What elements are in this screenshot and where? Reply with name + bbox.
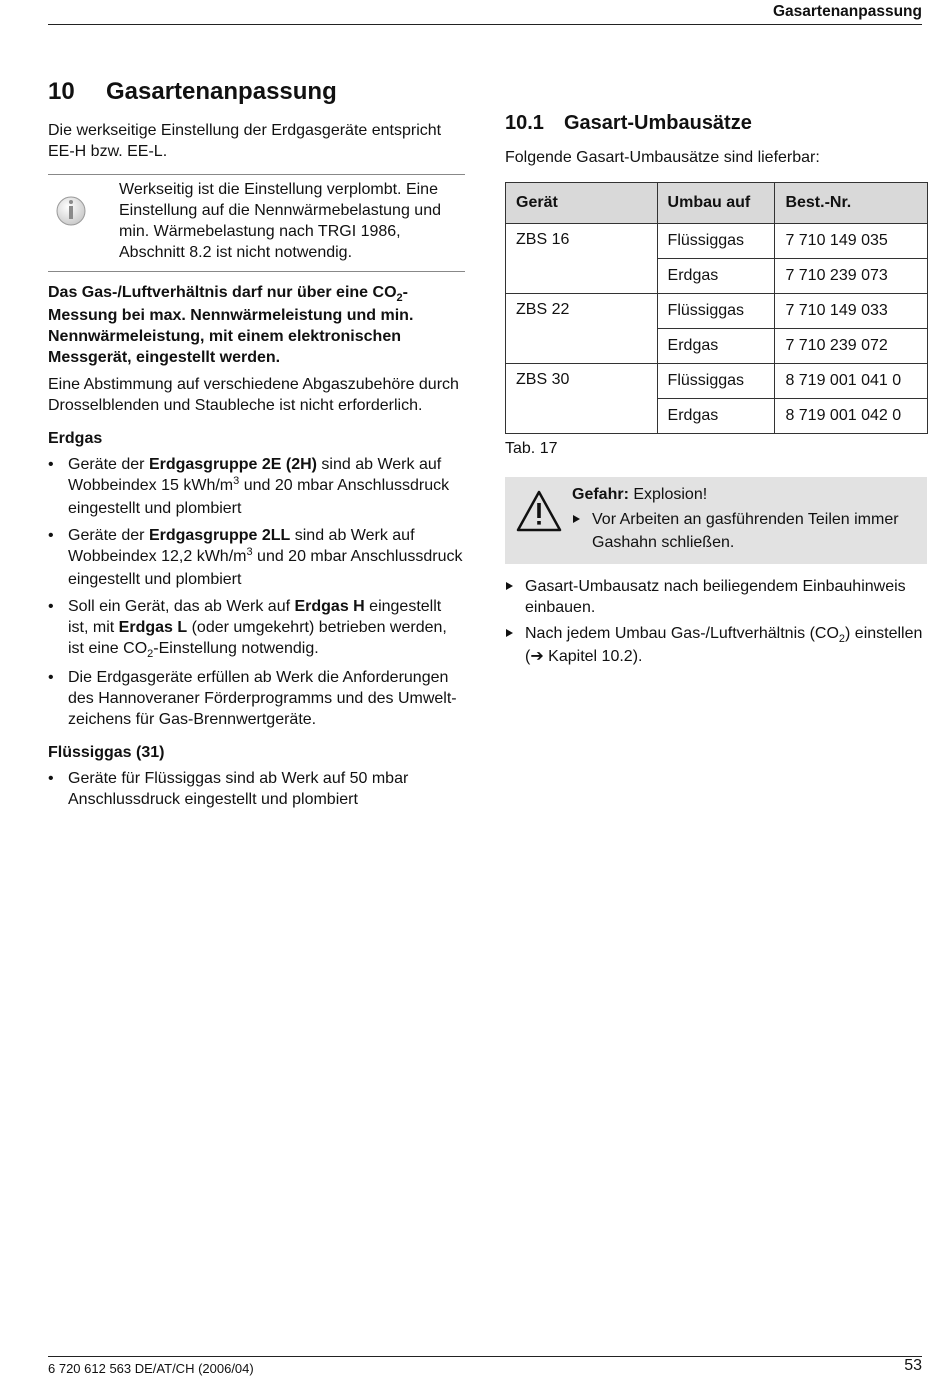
danger-text	[572, 483, 917, 554]
column-header: Best.-Nr.	[775, 183, 928, 224]
list-item	[48, 525, 465, 590]
danger-instructions	[572, 508, 917, 554]
text: sind ab Werk auf Wobbeindex 12,2 kWh/m	[68, 527, 415, 565]
order-number-cell: 7 710 239 072	[775, 329, 928, 364]
order-number-cell: 7 710 239 073	[775, 259, 928, 294]
gas-group: Erdgasgruppe 2LL	[148, 527, 291, 544]
gas-type: Erdgas H	[294, 598, 365, 615]
arrow-bullet-icon	[506, 629, 513, 637]
step-text: Gasart-Umbausatz nach beiliegendem Einbauhinweis einbauen.	[525, 578, 906, 616]
text: Geräte der	[68, 456, 149, 473]
gas-group: Erdgasgruppe 2E (2H)	[148, 456, 317, 473]
conversion-kit-table	[505, 182, 928, 434]
subscript: 2	[838, 633, 846, 645]
list-item	[48, 454, 465, 519]
list-item	[505, 576, 927, 618]
device-cell: ZBS 16	[506, 224, 658, 294]
text: -Einstellung notwendig.	[153, 640, 319, 657]
running-header-title: Gasartenanpassung	[772, 3, 922, 20]
section-title: Gasart-Umbausätze	[564, 112, 752, 134]
arrow-bullet-icon	[573, 515, 580, 523]
gas-type-cell: Erdgas	[657, 259, 775, 294]
co2-para-part: Das Gas-/Luftverhältnis darf nur über eine CO	[48, 284, 397, 301]
info-icon	[48, 179, 119, 263]
table-header-row	[506, 183, 928, 224]
text: eingestellt ist, mit	[68, 598, 442, 636]
erdgas-list	[48, 454, 465, 730]
step-text: Nach jedem Umbau Gas-/Luftverhältnis (CO	[525, 625, 839, 642]
page-number: 53	[904, 1357, 922, 1374]
section-number: 10.1	[505, 112, 544, 134]
left-column	[48, 78, 465, 816]
document-id: 6 720 612 563 DE/AT/CH (2006/04)	[48, 1361, 254, 1376]
danger-warning-box	[505, 477, 927, 564]
column-header: Umbau auf	[657, 183, 775, 224]
list-item	[48, 596, 465, 661]
device-cell: ZBS 30	[506, 364, 658, 434]
info-note-text: Werkseitig ist die Einstellung verplombt. Eine Einstellung auf die Nennwärmebelastung und min. Wärmebelastung nach TRGI 1986, Abschnitt 8.2 ist nicht notwendig.	[119, 181, 441, 261]
table-caption: Tab. 17	[505, 440, 558, 457]
list-item	[505, 623, 927, 667]
table-intro: Folgende Gasart-Umbausätze sind lieferbar:	[505, 149, 820, 166]
subscript: 2	[147, 648, 154, 660]
list-item	[572, 508, 917, 554]
exhaust-paragraph: Eine Abstimmung auf verschiedene Abgaszubehöre durch Drosselblenden und Staubleche ist nicht erforderlich.	[48, 376, 459, 414]
co2-measurement-warning	[48, 282, 465, 368]
gas-type-cell: Flüssiggas	[657, 294, 775, 329]
running-header	[48, 0, 922, 25]
danger-label: Gefahr:	[572, 486, 629, 503]
section-title: Gasartenanpassung	[106, 78, 337, 105]
danger-title-text: Explosion!	[628, 486, 708, 503]
order-number-cell: 7 710 149 035	[775, 224, 928, 259]
right-column	[505, 112, 927, 672]
text: und 20 mbar Anschlussdruck eingestellt und plombiert	[68, 477, 450, 517]
fluessiggas-list	[48, 768, 465, 810]
table-row	[506, 294, 928, 329]
superscript: 3	[246, 546, 253, 558]
gas-type-cell: Erdgas	[657, 329, 775, 364]
co2-subscript: 2	[396, 292, 403, 304]
instruction-text: Vor Arbeiten an gasführenden Teilen immer Gashahn schließen.	[592, 511, 899, 551]
section-10-heading	[48, 78, 465, 106]
gas-type-cell: Erdgas	[657, 399, 775, 434]
arrow-bullet-icon	[506, 582, 513, 590]
procedure-steps	[505, 576, 927, 667]
table-row	[506, 364, 928, 399]
text: (oder umgekehrt) betrieben werden, ist eine CO	[68, 619, 447, 657]
warning-triangle-icon	[505, 483, 572, 554]
section-10-1-heading	[505, 112, 927, 135]
gas-type-cell: Flüssiggas	[657, 224, 775, 259]
gas-type-cell: Flüssiggas	[657, 364, 775, 399]
erdgas-heading: Erdgas	[48, 430, 103, 447]
page-footer	[48, 1356, 922, 1376]
intro-paragraph: Die werkseitige Einstellung der Erdgasgeräte entspricht EE-H bzw. EE-L.	[48, 122, 442, 160]
device-cell: ZBS 22	[506, 294, 658, 364]
superscript: 3	[233, 475, 240, 487]
danger-title	[572, 483, 917, 506]
info-note-box	[48, 174, 465, 272]
text: Geräte der	[68, 527, 149, 544]
text: Soll ein Gerät, das ab Werk auf	[68, 598, 295, 615]
column-header: Gerät	[506, 183, 658, 224]
order-number-cell: 8 719 001 041 0	[775, 364, 928, 399]
list-item: • Geräte für Flüssiggas sind ab Werk auf 50 mbar Anschlussdruck eingestellt und plombiert	[48, 768, 465, 810]
list-item: • Die Erdgasgeräte erfüllen ab Werk die Anforderungen des Hannoveraner Förderprogramms und des Umweltzeichens für Gas-Brennwertgeräte.	[48, 667, 465, 730]
text: und 20 mbar Anschlussdruck eingestellt und plombiert	[68, 548, 463, 588]
co2-para-part: -Messung bei max. Nennwärmeleistung und min. Nennwärmeleistung, mit einem elektronischen Messgerät, eingestellt werden.	[48, 284, 414, 366]
section-number: 10	[48, 78, 75, 105]
text: sind ab Werk auf Wobbeindex 15 kWh/m	[68, 456, 442, 494]
order-number-cell: 8 719 001 042 0	[775, 399, 928, 434]
gas-type: Erdgas L	[118, 619, 188, 636]
table-row	[506, 224, 928, 259]
step-text: ) einstellen (➔ Kapitel 10.2).	[525, 625, 923, 665]
fluessiggas-heading: Flüssiggas (31)	[48, 744, 165, 761]
order-number-cell: 7 710 149 033	[775, 294, 928, 329]
